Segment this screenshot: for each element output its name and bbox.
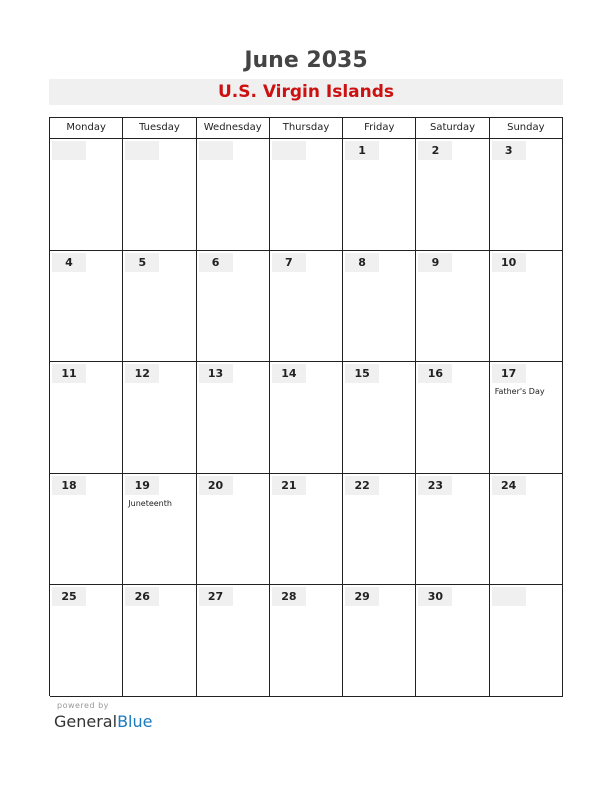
calendar-day-cell [416, 362, 489, 474]
calendar-day-cell [123, 139, 196, 251]
calendar-day-cell [490, 362, 563, 474]
calendar-day-cell [343, 251, 416, 363]
calendar-day-cell [490, 585, 563, 697]
calendar-day-cell [416, 251, 489, 363]
calendar-day-cell [123, 474, 196, 586]
weekday-tuesday: Tuesday [123, 118, 196, 139]
day-number: 11 [52, 364, 86, 383]
day-number: 26 [125, 587, 159, 606]
day-number: 3 [492, 141, 526, 160]
calendar-day-cell [270, 139, 343, 251]
day-number: 30 [418, 587, 452, 606]
weeks-container [50, 139, 563, 697]
brand-name-blue: Blue [117, 712, 153, 731]
day-number: 7 [272, 253, 306, 272]
weekday-sunday: Sunday [490, 118, 563, 139]
day-number [272, 141, 306, 160]
day-number: 6 [199, 253, 233, 272]
calendar-day-cell [197, 139, 270, 251]
calendar-day-cell [50, 474, 123, 586]
day-number [492, 587, 526, 606]
calendar-day-cell [270, 585, 343, 697]
day-number: 5 [125, 253, 159, 272]
calendar-week [50, 362, 563, 474]
day-number: 15 [345, 364, 379, 383]
calendar-week [50, 474, 563, 586]
weekday-thursday: Thursday [270, 118, 343, 139]
day-number: 8 [345, 253, 379, 272]
calendar-grid [49, 117, 563, 696]
day-number: 24 [492, 476, 526, 495]
calendar-day-cell [50, 139, 123, 251]
calendar-day-cell [343, 362, 416, 474]
weekday-header-row [50, 118, 563, 139]
country-subtitle: U.S. Virgin Islands [49, 79, 563, 105]
day-number: 10 [492, 253, 526, 272]
day-number: 27 [199, 587, 233, 606]
day-number: 22 [345, 476, 379, 495]
day-number: 17 [492, 364, 526, 383]
day-number: 13 [199, 364, 233, 383]
holiday-label: Father's Day [494, 387, 545, 397]
weekday-wednesday: Wednesday [197, 118, 270, 139]
calendar-day-cell [197, 474, 270, 586]
day-number: 1 [345, 141, 379, 160]
day-number [125, 141, 159, 160]
day-number: 14 [272, 364, 306, 383]
day-number: 12 [125, 364, 159, 383]
calendar-day-cell [123, 251, 196, 363]
calendar-day-cell [123, 362, 196, 474]
calendar-day-cell [490, 251, 563, 363]
day-number [52, 141, 86, 160]
calendar-day-cell [416, 474, 489, 586]
day-number: 21 [272, 476, 306, 495]
day-number: 9 [418, 253, 452, 272]
calendar-day-cell [416, 139, 489, 251]
weekday-friday: Friday [343, 118, 416, 139]
holiday-label: Juneteenth [128, 498, 172, 508]
page-title: June 2035 [244, 48, 368, 73]
day-number: 28 [272, 587, 306, 606]
calendar-day-cell [343, 585, 416, 697]
day-number: 18 [52, 476, 86, 495]
calendar-day-cell [490, 474, 563, 586]
day-number: 4 [52, 253, 86, 272]
calendar-week [50, 251, 563, 363]
calendar-week [50, 139, 563, 251]
calendar-day-cell [270, 362, 343, 474]
day-number: 29 [345, 587, 379, 606]
calendar-day-cell [50, 362, 123, 474]
day-number: 19 [125, 476, 159, 495]
day-number: 2 [418, 141, 452, 160]
calendar-day-cell [50, 251, 123, 363]
calendar-day-cell [343, 474, 416, 586]
day-number: 23 [418, 476, 452, 495]
day-number: 16 [418, 364, 452, 383]
brand-name-general: General [54, 712, 118, 731]
weekday-saturday: Saturday [416, 118, 489, 139]
powered-by-label: powered by [57, 701, 109, 710]
calendar-day-cell [343, 139, 416, 251]
calendar-day-cell [197, 585, 270, 697]
day-number [199, 141, 233, 160]
calendar-day-cell [490, 139, 563, 251]
calendar-day-cell [270, 474, 343, 586]
brand-logo [54, 712, 152, 731]
calendar-day-cell [270, 251, 343, 363]
day-number: 25 [52, 587, 86, 606]
calendar-day-cell [50, 585, 123, 697]
day-number: 20 [199, 476, 233, 495]
calendar-day-cell [197, 362, 270, 474]
calendar-week [50, 585, 563, 697]
weekday-monday: Monday [50, 118, 123, 139]
calendar-day-cell [416, 585, 489, 697]
calendar-day-cell [123, 585, 196, 697]
calendar-day-cell [197, 251, 270, 363]
